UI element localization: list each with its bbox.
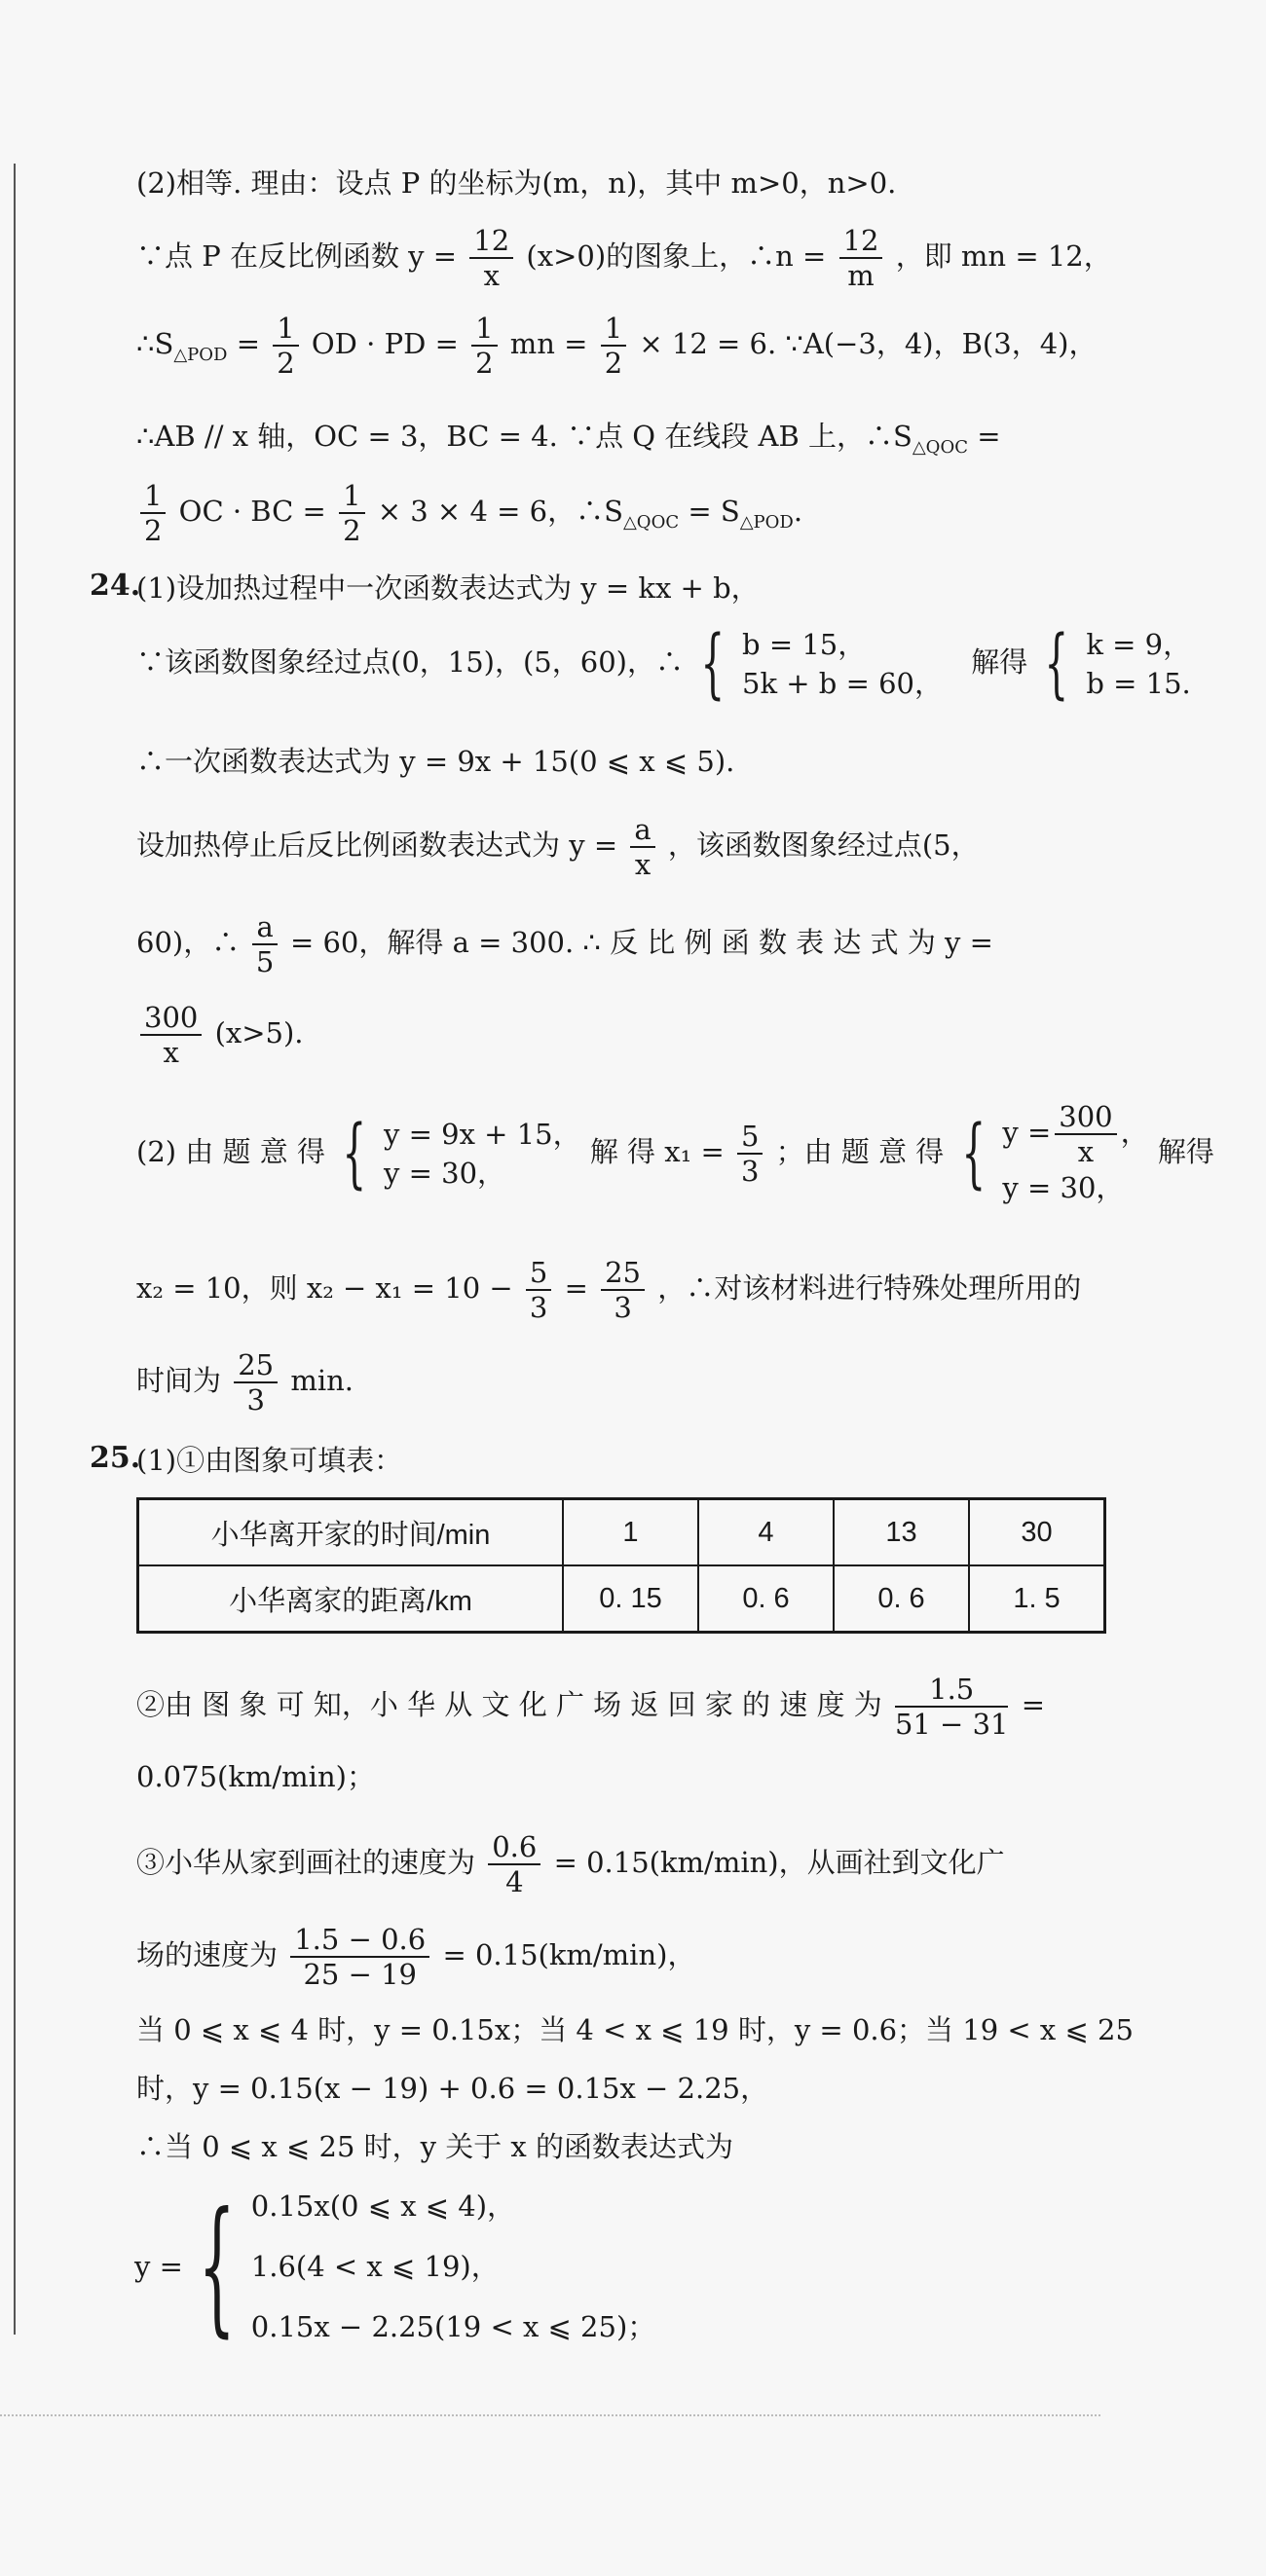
- text-line: [136, 620, 1192, 708]
- fraction: [1055, 1100, 1116, 1168]
- text-span: = 0.15(km/min)，从画社到文化广: [553, 1846, 1005, 1879]
- fraction: [630, 813, 654, 881]
- numerator: 1: [273, 312, 298, 347]
- denominator: 51 − 31: [894, 1708, 1009, 1741]
- brace-icon: {: [342, 1110, 367, 1197]
- equation: [1002, 1100, 1148, 1168]
- text-span: ，: [1120, 1116, 1149, 1149]
- equation: 0.15x − 2.25(19 < x ⩽ 25)；: [250, 2310, 656, 2343]
- numerator: 1.5: [895, 1673, 1009, 1708]
- text-line: [136, 1441, 402, 1480]
- table-cell: 13: [834, 1499, 969, 1566]
- text-line: [136, 2127, 733, 2166]
- text-line: [136, 224, 1112, 292]
- brace-icon: {: [198, 2182, 236, 2351]
- equation: b = 15，: [742, 628, 867, 661]
- text-span: =: [967, 420, 1001, 453]
- table-cell: 0. 6: [698, 1565, 834, 1633]
- denominator: 2: [475, 347, 494, 380]
- equation: 5k + b = 60，: [742, 667, 944, 700]
- text-line: [136, 2069, 768, 2108]
- text-line: [136, 1923, 695, 1991]
- text-line: [136, 2010, 1134, 2049]
- fraction: [895, 1673, 1009, 1741]
- denominator: x: [1077, 1135, 1095, 1168]
- text-span: ∴S: [136, 327, 174, 360]
- text-span: ；由 题 意 得: [775, 1135, 945, 1168]
- numerator: 25: [234, 1348, 278, 1383]
- text-span: ③小华从家到画社的速度为: [136, 1846, 476, 1879]
- table-row: [138, 1565, 1105, 1633]
- table-cell: 小华离开家的时间/min: [138, 1499, 564, 1566]
- fraction: [601, 1256, 645, 1324]
- question-number: 24.: [90, 569, 141, 603]
- equation: 0.15x(0 ⩽ x ⩽ 4)，: [250, 2190, 516, 2223]
- text-span: 场的速度为: [136, 1938, 279, 1971]
- fraction: [526, 1256, 551, 1324]
- numerator: 300: [140, 1001, 202, 1036]
- brace-icon: {: [1044, 620, 1069, 708]
- denominator: x: [163, 1036, 179, 1069]
- denominator: 2: [277, 347, 295, 380]
- text-line: [136, 813, 980, 881]
- text-line: [136, 479, 802, 547]
- denominator: 25 − 19: [303, 1958, 417, 1991]
- text-span: ∴一次函数表达式为 y = 9x + 15(0 ⩽ x ⩽ 5).: [136, 745, 735, 778]
- text-line: [136, 1830, 1005, 1898]
- numerator: 1: [471, 312, 497, 347]
- fraction: [839, 224, 883, 292]
- denominator: 3: [740, 1155, 760, 1188]
- subscript: △QOC: [622, 511, 680, 533]
- denominator: x: [634, 848, 652, 881]
- text-span: ，即 mn = 12，: [895, 239, 1112, 273]
- text-span: ∵点 P 在反比例函数 y =: [136, 239, 458, 273]
- fraction: [488, 1830, 540, 1898]
- table-cell: 1. 5: [969, 1565, 1105, 1633]
- equation: b = 15.: [1086, 667, 1191, 700]
- text-span: x₂ = 10，则 x₂ − x₁ = 10 −: [136, 1271, 513, 1305]
- text-line: [136, 742, 734, 781]
- page-divider: [0, 2414, 1100, 2416]
- denominator: 3: [529, 1291, 548, 1324]
- table-cell: 30: [969, 1499, 1105, 1566]
- fraction: [234, 1348, 278, 1417]
- text-span: 当 0 ⩽ x ⩽ 4 时，y = 0.15x；当 4 < x ⩽ 19 时，y = 0.6；当 19 < x ⩽ 25: [136, 2013, 1134, 2046]
- text-span: OC · BC =: [178, 495, 326, 528]
- text-span: 解 得 x₁ =: [589, 1135, 725, 1168]
- text-span: OD · PD =: [311, 327, 459, 360]
- fraction: [737, 1120, 763, 1188]
- denominator: 5: [255, 945, 275, 978]
- text-span: mn =: [509, 327, 588, 360]
- denominator: 2: [343, 514, 361, 547]
- fraction: [140, 479, 166, 547]
- table-cell: 0. 15: [563, 1565, 698, 1633]
- text-line: [136, 1757, 375, 1796]
- numerator: 12: [469, 224, 513, 259]
- table-cell: 小华离家的距离/km: [138, 1565, 564, 1633]
- text-span: =: [1021, 1688, 1046, 1721]
- text-span: (2) 由 题 意 得: [136, 1135, 325, 1168]
- subscript: △QOC: [912, 436, 968, 458]
- subscript: △POD: [739, 511, 794, 533]
- piecewise-function: [134, 2176, 655, 2357]
- left-margin-rule: [14, 164, 16, 2335]
- equation: y = 30，: [384, 1157, 506, 1190]
- table-row: [138, 1499, 1105, 1566]
- numerator: 5: [737, 1120, 763, 1155]
- equation: y = 30，: [1002, 1171, 1125, 1204]
- text-span: 解得: [971, 645, 1028, 679]
- text-line: [136, 1256, 1081, 1324]
- equation: k = 9，: [1086, 628, 1192, 661]
- numerator: 1: [140, 479, 166, 514]
- text-span: × 3 × 4 = 6，∴S: [377, 495, 623, 528]
- text-span: .: [793, 495, 803, 528]
- numerator: 1.5 − 0.6: [290, 1923, 429, 1958]
- denominator: 3: [614, 1291, 632, 1324]
- numerator: a: [630, 813, 654, 848]
- text-span: 解得: [1157, 1135, 1214, 1168]
- text-line: [136, 1001, 304, 1069]
- brace-icon: {: [700, 620, 726, 708]
- text-span: =: [227, 327, 261, 360]
- denominator: 3: [246, 1383, 265, 1417]
- data-table: [136, 1497, 1106, 1634]
- text-span: × 12 = 6. ∵A(−3，4)，B(3，4)，: [639, 327, 1098, 360]
- text-line: [136, 1100, 1214, 1207]
- text-span: = 0.15(km/min)，: [442, 1938, 696, 1971]
- fraction: [471, 312, 497, 380]
- fraction: [290, 1923, 429, 1991]
- fraction: [339, 479, 364, 547]
- text-span: ∴AB // x 轴，OC = 3，BC = 4. ∵点 Q 在线段 AB 上，∴S: [136, 420, 912, 453]
- text-span: (x>0)的图象上，∴n =: [526, 239, 827, 273]
- text-line: [136, 569, 760, 607]
- equation-system: [1002, 1100, 1148, 1207]
- numerator: 1: [601, 312, 626, 347]
- denominator: x: [483, 259, 500, 292]
- fraction: [469, 224, 513, 292]
- text-span: 时间为: [136, 1364, 222, 1397]
- text-span: ②由 图 象 可 知，小 华 从 文 化 广 场 返 回 家 的 速 度 为: [136, 1688, 882, 1721]
- text-span: 0.075(km/min)；: [136, 1760, 375, 1793]
- equation-system: [251, 2176, 656, 2357]
- numerator: 1: [339, 479, 364, 514]
- text-line: [136, 910, 993, 978]
- text-span: ∴当 0 ⩽ x ⩽ 25 时，y 关于 x 的函数表达式为: [136, 2130, 734, 2163]
- fraction: [140, 1001, 202, 1069]
- table-cell: 1: [563, 1499, 698, 1566]
- text-span: ∵该函数图象经过点(0，15)，(5，60)，∴: [136, 645, 684, 679]
- text-span: = S: [679, 495, 740, 528]
- text-span: ，∴对该材料进行特殊处理所用的: [657, 1271, 1082, 1305]
- denominator: 2: [144, 514, 163, 547]
- text-span: 60)，∴: [136, 926, 241, 959]
- text-span: (1)设加热过程中一次函数表达式为 y = kx + b，: [136, 571, 760, 605]
- numerator: 5: [526, 1256, 551, 1291]
- fraction: [601, 312, 626, 380]
- fraction: [252, 910, 277, 978]
- numerator: a: [252, 910, 277, 945]
- numerator: 300: [1055, 1100, 1116, 1135]
- equation: 1.6(4 < x ⩽ 19)，: [250, 2250, 500, 2283]
- text-span: 时，y = 0.15(x − 19) + 0.6 = 0.15x − 2.25，: [136, 2072, 769, 2105]
- table-cell: 4: [698, 1499, 834, 1566]
- equation-system: [742, 625, 943, 703]
- brace-icon: {: [960, 1110, 986, 1197]
- table-cell: 0. 6: [834, 1565, 969, 1633]
- text-line: [136, 1348, 354, 1417]
- text-span: = 60，解得 a = 300. ∴ 反 比 例 函 数 表 达 式 为 y =: [289, 926, 993, 959]
- equation-system: [1086, 625, 1191, 703]
- text-span: (x>5).: [214, 1016, 304, 1049]
- denominator: 2: [604, 347, 623, 380]
- numerator: 12: [839, 224, 883, 259]
- text-span: min.: [290, 1364, 354, 1397]
- numerator: 25: [601, 1256, 645, 1291]
- text-line: [136, 164, 896, 202]
- denominator: m: [847, 259, 875, 292]
- text-line: [136, 312, 1097, 380]
- text-span: 设加热停止后反比例函数表达式为 y =: [136, 828, 618, 862]
- text-span: (2)相等. 理由：设点 P 的坐标为(m，n)，其中 m>0，n>0.: [136, 166, 897, 200]
- equation: y = 9x + 15，: [384, 1118, 581, 1151]
- text-span: (1)①由图象可填表：: [136, 1444, 403, 1477]
- text-span: y =: [1002, 1116, 1052, 1149]
- denominator: 4: [505, 1865, 524, 1898]
- fraction: [273, 312, 298, 380]
- subscript: △POD: [173, 344, 228, 365]
- text-line: [136, 417, 1001, 467]
- text-span: y =: [134, 2250, 183, 2283]
- text-span: =: [564, 1271, 588, 1305]
- equation-system: [384, 1115, 581, 1193]
- text-line: [136, 1673, 1045, 1741]
- question-number: 25.: [90, 1441, 141, 1475]
- numerator: 0.6: [488, 1830, 540, 1865]
- text-span: ，该函数图象经过点(5，: [667, 828, 980, 862]
